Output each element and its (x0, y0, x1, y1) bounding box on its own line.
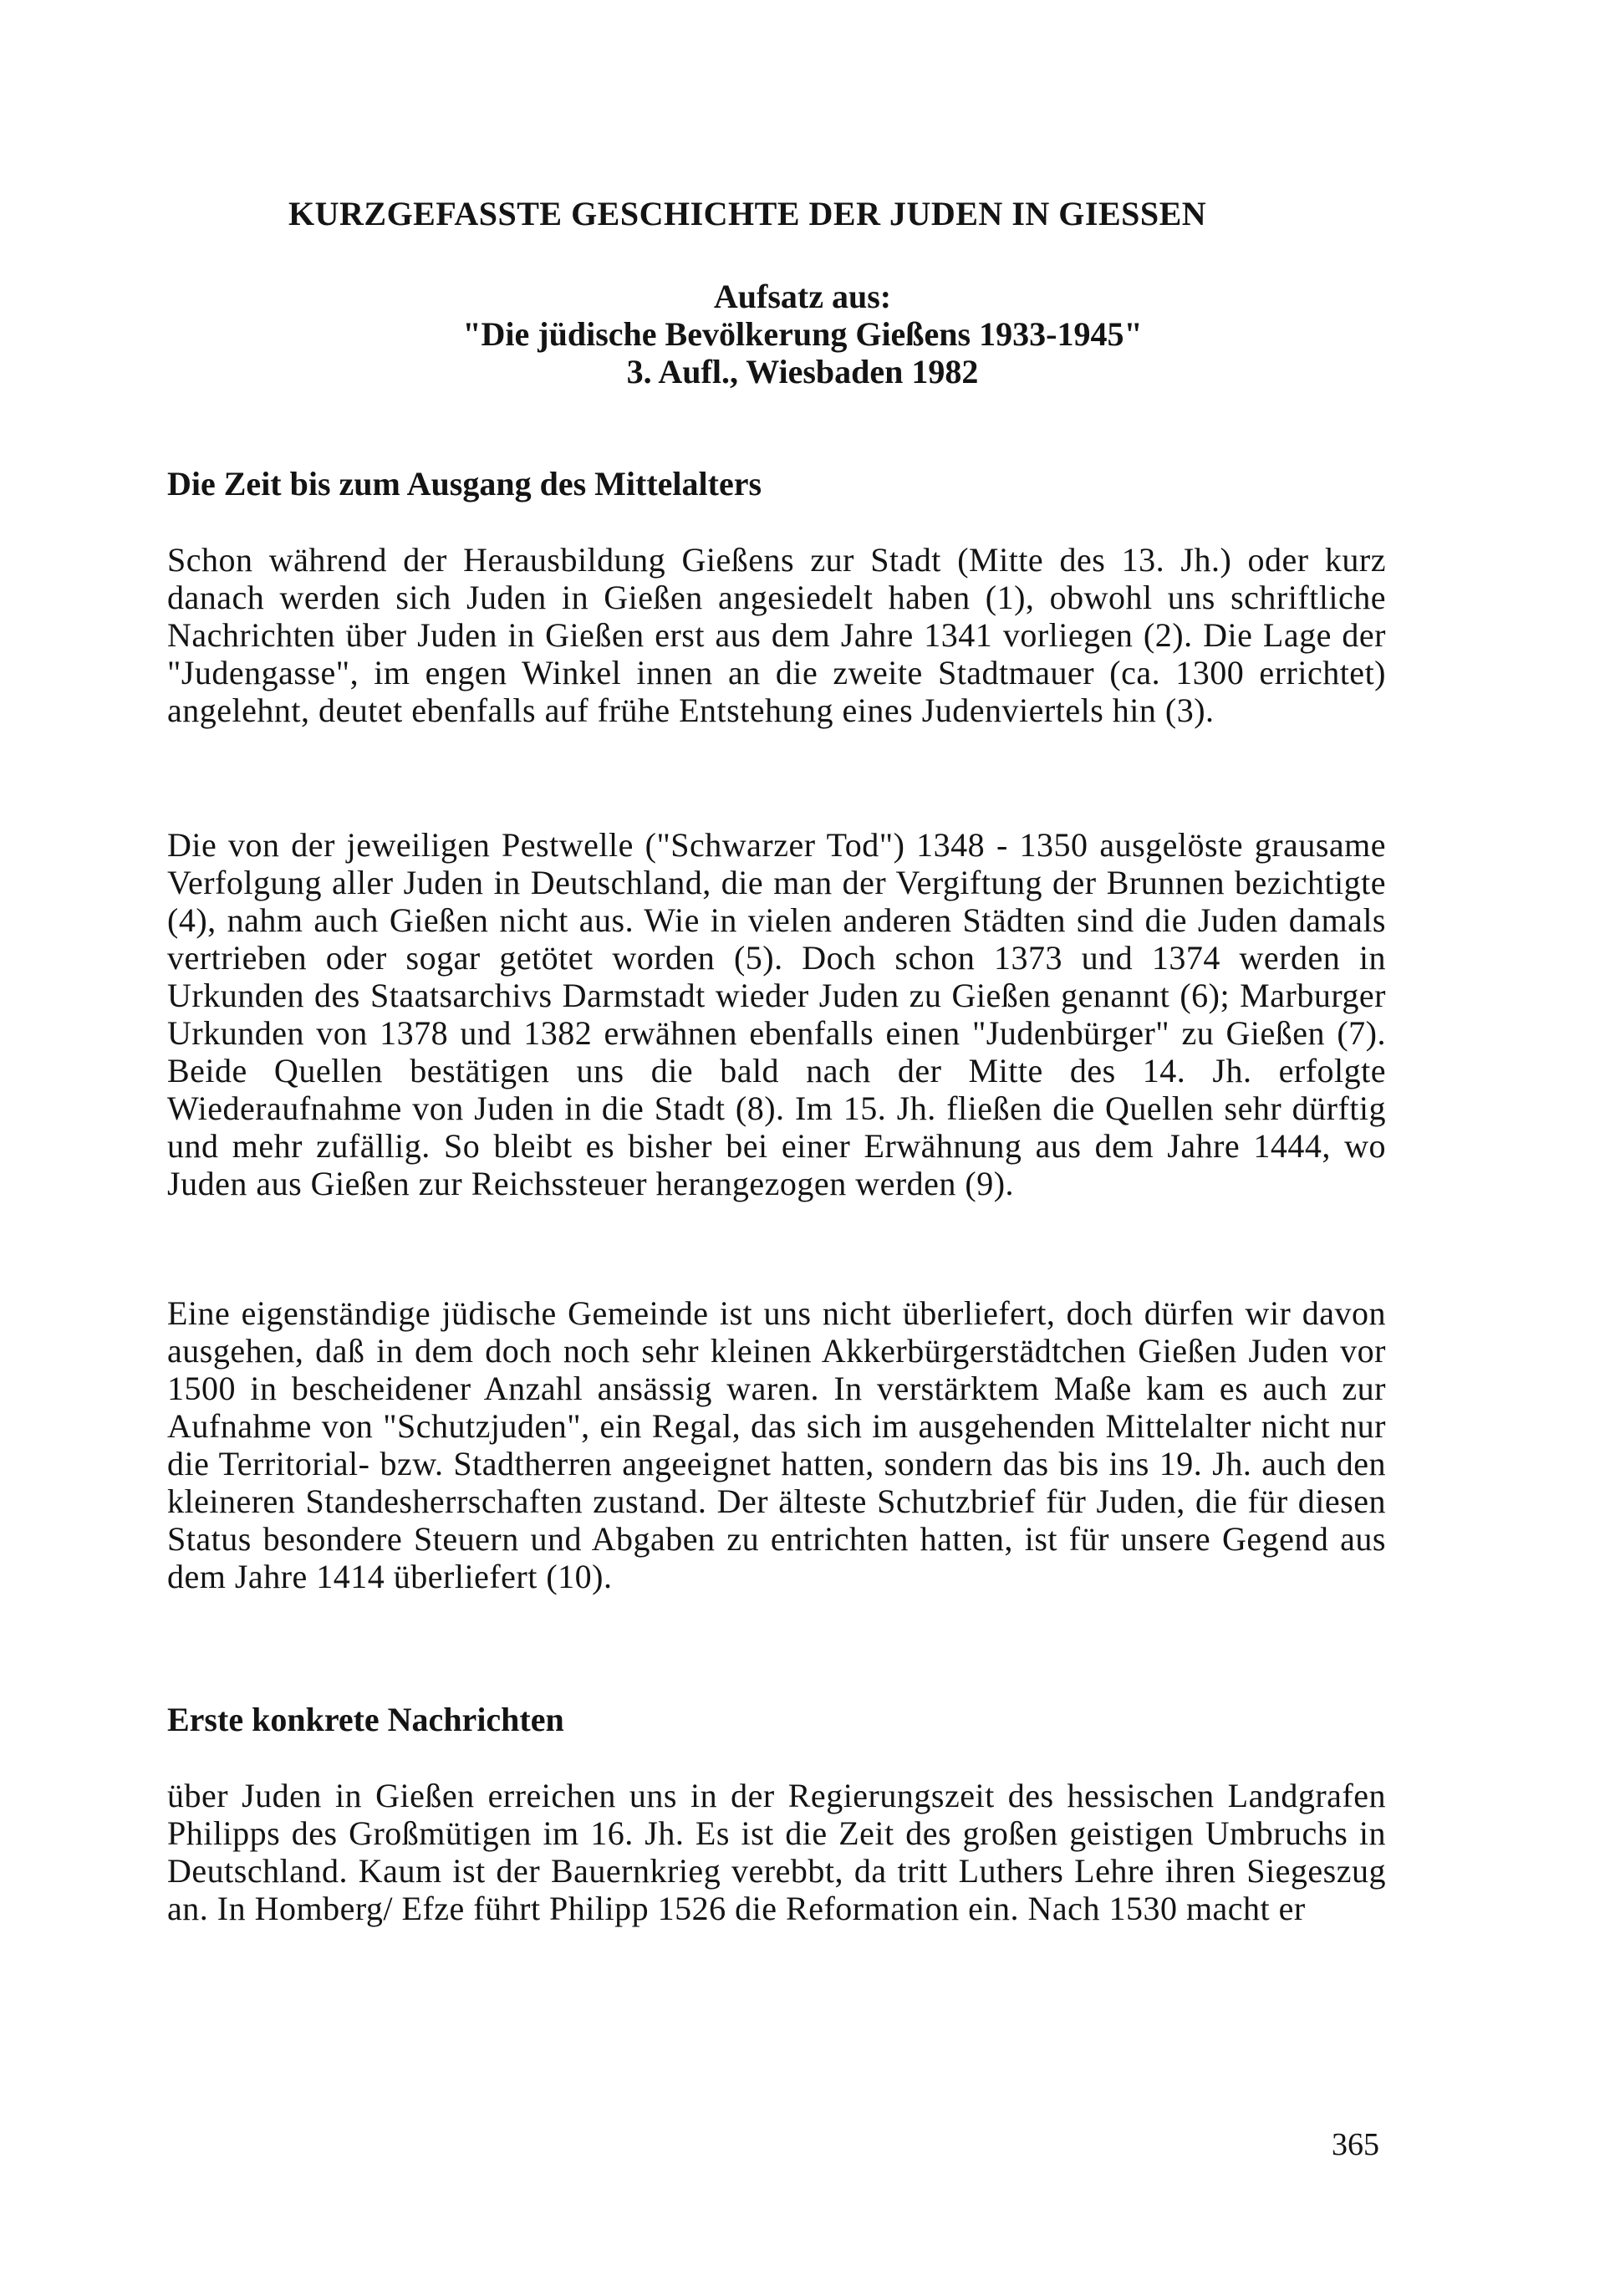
paragraph-settlement: Schon während der Herausbildung Gießens zur Stadt (Mitte des 13. Jh.) oder kurz danach werden sich Juden in Gießen angesiedelt haben (1), obwohl uns schriftliche Nachrichten über Juden in Gießen erst aus dem Jahre 1341 vorliegen (2). Die Lage der "Judengasse", im engen Winkel innen an die zweite Stadtmauer (ca. 1300 errichtet) angelehnt, deutet ebenfalls auf frühe Entstehung eines Judenviertels hin (3). (167, 541, 1386, 729)
source-citation (251, 278, 1354, 390)
source-line-1: Aufsatz aus: (713, 278, 892, 315)
paragraph-community: Eine eigenständige jüdische Gemeinde ist uns nicht überliefert, doch dürfen wir davon ausgehen, daß in dem doch noch sehr kleinen Akkerbürgerstädtchen Gießen Juden vor 1500 in bescheidener Anzahl ansässig waren. In verstärktem Maße kam es auch zur Aufnahme von "Schutzjuden", ein Regal, das sich im ausgehenden Mittelalter nicht nur die Territorial- bzw. Stadtherren angeeignet hatten, sondern das bis ins 19. Jh. auch den kleineren Standesherrschaften zustand. Der älteste Schutzbrief für Juden, die für diesen Status besondere Steuern und Abgaben zu entrichten hatten, ist für unsere Gegend aus dem Jahre 1414 überliefert (10). (167, 1294, 1386, 1595)
page-number: 365 (1332, 2127, 1379, 2162)
source-line-2: "Die jüdische Bevölkerung Gießens 1933-1945" (462, 315, 1143, 353)
paragraph-reformation: über Juden in Gießen erreichen uns in der Regierungszeit des hessischen Landgrafen Philipps des Großmütigen im 16. Jh. Es ist die Zeit des großen geistigen Umbruchs in Deutschland. Kaum ist der Bauernkrieg verebbt, da tritt Luthers Lehre ihren Siegeszug an. In Homberg/ Efze führt Philipp 1526 die Reformation ein. Nach 1530 macht er (167, 1777, 1386, 1927)
section-heading-first-records: Erste konkrete Nachrichten (167, 1701, 564, 1738)
source-line-3: 3. Aufl., Wiesbaden 1982 (626, 353, 979, 390)
document-title: KURZGEFASSTE GESCHICHTE DER JUDEN IN GIESSEN (288, 195, 1207, 232)
section-heading-middle-ages: Die Zeit bis zum Ausgang des Mittelalters (167, 465, 762, 503)
paragraph-plague-persecution: Die von der jeweiligen Pestwelle ("Schwarzer Tod") 1348 - 1350 ausgelöste grausame Verfolgung aller Juden in Deutschland, die man der Vergiftung der Brunnen bezichtigte (4), nahm auch Gießen nicht aus. Wie in vielen anderen Städten sind die Juden damals vertrieben oder sogar getötet worden (5). Doch schon 1373 und 1374 werden in Urkunden des Staatsarchivs Darmstadt wieder Juden zu Gießen genannt (6); Marburger Urkunden von 1378 und 1382 erwähnen ebenfalls einen "Judenbürger" zu Gießen (7). Beide Quellen bestätigen uns die bald nach der Mitte des 14. Jh. erfolgte Wiederaufnahme von Juden in die Stadt (8). Im 15. Jh. fließen die Quellen sehr dürftig und mehr zufällig. So bleibt es bisher bei einer Erwähnung aus dem Jahre 1444, wo Juden aus Gießen zur Reichssteuer herangezogen werden (9). (167, 826, 1386, 1202)
